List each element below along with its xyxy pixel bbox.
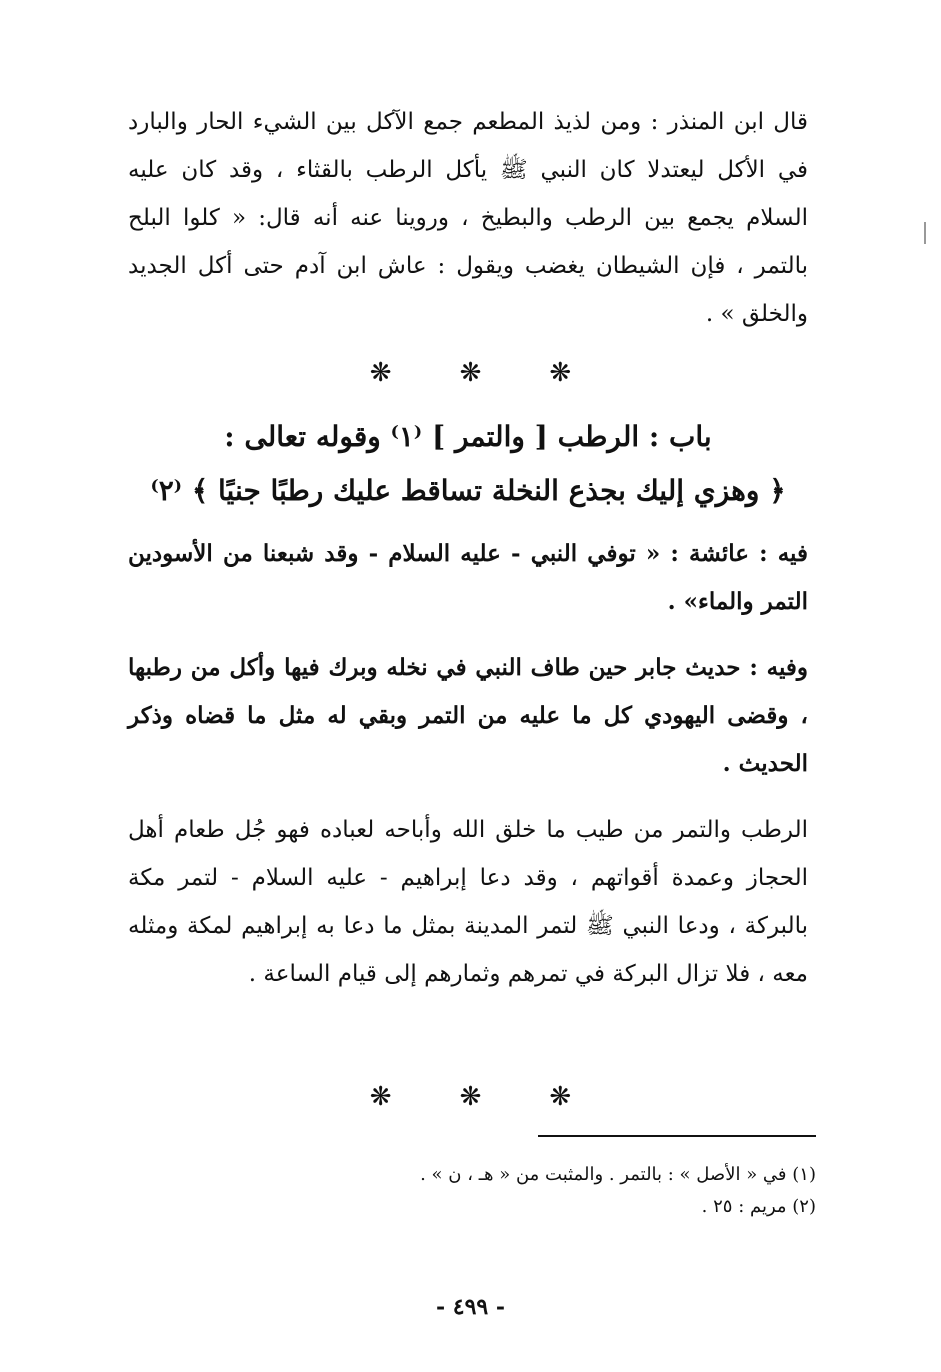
star-ornament: ❋	[549, 358, 572, 388]
chapter-title: باب : الرطب [ والتمر ] ⁽١⁾ وقوله تعالى :	[224, 420, 712, 453]
page-number: - ٤٩٩ -	[435, 1294, 506, 1320]
jabir-paragraph: وفيه : حديث جابر حين طاف النبي في نخله وبرك فيها وأكل من رطبها ، وقضى اليهودي كل ما عليه من التمر وبقي له مثل ما قضاه وذكر الحديث .	[128, 654, 808, 777]
separator-stars-bottom	[0, 1082, 941, 1112]
star-ornament: ❋	[369, 1082, 392, 1112]
footnote-2: (٢) مريم : ٢٥ .	[701, 1196, 816, 1217]
footnote-rule	[538, 1135, 816, 1137]
separator-stars-top	[0, 358, 941, 388]
intro-paragraph: قال ابن المنذر : ومن لذيذ المطعم جمع الآكل بين الشيء الحار والبارد في الأكل ليعتدلا كان النبي ﷺ يأكل الرطب بالقثاء ، وقد كان عليه السلام يجمع بين الرطب والبطيخ ، وروينا عنه أنه قال: « كلوا البلح بالتمر ، فإن الشيطان يغضب ويقول : عاش ابن آدم حتى أكل الجديد والخلق » .	[128, 109, 808, 327]
footnote-1: (١) في « الأصل » : بالتمر . والمثبت من « هـ ، ن » .	[420, 1164, 816, 1185]
margin-mark	[924, 222, 926, 244]
closing-paragraph: الرطب والتمر من طيب ما خلق الله وأباحه لعباده فهو جُل طعام أهل الحجاز وعمدة أقواتهم ، وقد دعا إبراهيم - عليه السلام - لتمر مكة بالبركة ، ودعا النبي ﷺ لتمر المدينة بمثل ما دعا به إبراهيم لمكة ومثله معه ، فلا تزال البركة في تمرهم وثمارهم إلى قيام الساعة .	[128, 817, 808, 987]
star-ornament: ❋	[369, 358, 392, 388]
aisha-paragraph: فيه : عائشة : « توفي النبي - عليه السلام - وقد شبعنا من الأسودين التمر والماء» .	[128, 540, 808, 615]
star-ornament: ❋	[549, 1082, 572, 1112]
star-ornament: ❋	[459, 1082, 482, 1112]
chapter-verse: ﴿ وهزي إليك بجذع النخلة تساقط عليك رطبًا جنيًا ﴾ ⁽٢⁾	[150, 474, 786, 507]
star-ornament: ❋	[459, 358, 482, 388]
